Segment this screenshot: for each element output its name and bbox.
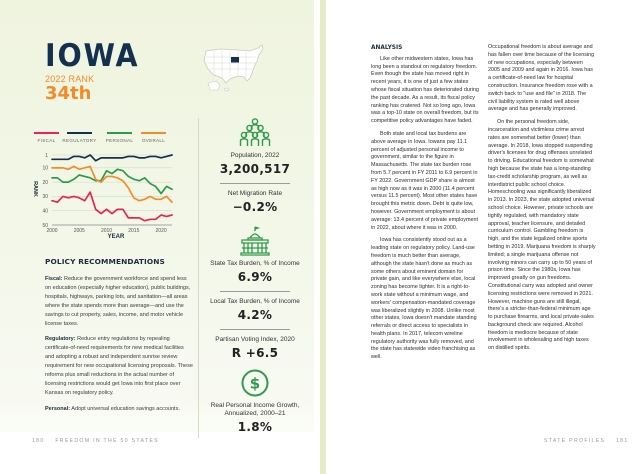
legend-label-overall: OVERALL — [141, 138, 166, 143]
y-tick-label: 30 — [42, 194, 48, 201]
stat-label: Partisan Voting Index, 2020 — [215, 336, 295, 343]
analysis-paragraph: Iowa has consistently stood out as a leading state on regulatory policy. Land-use freedom is much better than average, although the state hasn't done as much as some others about eminent domain for private gain, and like everywhere else, local zoning has become tighter. It is a right-to-work state without a minimum wage, and workers' compensation-mandated coverage was liberalized slightly in 2008. Unlike most other states, Iowa doesn't mandate standing referrals or direct access to specialists in health plans. In 2017, telecom wireline regulatory authority was fully removed, and the state has statewide video franchising as well. — [371, 237, 477, 361]
running-title: STATE PROFILES — [544, 438, 606, 444]
alaska-shape — [208, 81, 220, 90]
page-number: 180 — [32, 438, 45, 444]
stat-partisan-voting-index — [210, 336, 300, 360]
y-tick-label: 20 — [42, 179, 48, 186]
analysis-paragraph: On the personal freedom side, incarceration and victimless crime arrest rates are somewhat better (lower) than average. In 2018, Iowa stopped suspending driver's licenses for drug offenses unrelated to driving. Educational freedom is somewhat high because the state has a long-standing tax-credit scholarship program, as well as interdistrict public school choice. Homeschooling was significantly liberalized in 2013. In 2023, the state adopted universal school choice. However, private schools are tightly regulated, with mandatory state approval, teacher licensure, and detailed curriculum control. Gambling freedom is high, and the state legalized online sports betting in 2019. Marijuana freedom is sharply limited; a single marijuana offense not involving minors can carry up to 50 years of prison time. Since the 1980s, Iowa has improved greatly on gun freedoms. Constitutional carry was adopted and owner licensing restrictions were removed in 2021. However, machine guns are still illegal, there's a stricter-than-federal minimum age to purchase firearms, and local private-sales background check are required. Alcohol freedom is mediocre because of state involvement in wholesaling and high taxes on distilled spirits. — [488, 119, 596, 352]
hawaii-shape — [224, 88, 229, 91]
population-icon — [238, 118, 272, 148]
svg-text:$: $ — [249, 374, 261, 393]
stat-value: R +6.5 — [231, 346, 279, 360]
policy-fiscal — [45, 275, 193, 328]
y-tick-label: 40 — [42, 208, 48, 215]
stat-label: Real Personal Income Growth, Annualized, 2000–21 — [210, 402, 300, 417]
stats-panel — [210, 118, 300, 434]
series-line-regulatory — [52, 155, 172, 161]
stat-label: Net Migration Rate — [227, 190, 283, 197]
us-mainland — [204, 45, 263, 83]
left-footer — [32, 438, 159, 444]
analysis-paragraph: Like other midwestern states, Iowa has long been a standout on regulatory freedom. Even though the state has moved right in recent years, it is one of just a few states whose fiscal situation has deteriorated during the past decade. As a result, its fiscal policy ranking has cratered. Not so long ago, Iowa was a top-10 state on overall freedom, but its competitive policy advantages have faded. — [371, 55, 479, 125]
chart-gridlines — [52, 155, 172, 225]
rank-value: 34th — [45, 83, 92, 104]
stat-value: 1.8% — [237, 420, 273, 434]
policy-text: Adopt universal education savings accounts. — [70, 405, 180, 412]
policy-text: Reduce the government workforce and spend less on education (especially higher education), public buildings, hospitals, highways, parking lots, and sanitation—all areas where the state spends more than average—and use the savings to cut property, sales, income, and motor vehicle license taxes. — [45, 276, 191, 327]
stat-label: Population, 2022 — [230, 152, 280, 159]
iowa-highlight — [231, 57, 239, 63]
stat-divider — [220, 183, 290, 184]
stat-state-tax-burden — [210, 226, 300, 284]
stat-local-tax-burden — [210, 298, 300, 322]
analysis-column-1 — [371, 45, 479, 367]
y-tick-label: 1 — [45, 152, 48, 159]
stat-value: −0.2% — [232, 200, 278, 214]
right-footer — [544, 438, 629, 444]
rank-history-chart — [22, 118, 182, 242]
legend-label-fiscal: FISCAL — [37, 138, 56, 143]
analysis-paragraph: Occupational freedom is about average and has fallen over time because of the licensing of new occupations, especially between 2005 and 2009 and again in 2016. Iowa has a certificate-of-need law for hospital construction. Insurance freedom rose with a switch back to "use and file" in 2018. The civil liability system is rated well above average and has generally improved. — [488, 44, 595, 113]
stat-divider — [220, 291, 290, 292]
capitol-building-icon — [239, 226, 271, 256]
x-tick-label: 2020 — [155, 228, 167, 234]
stat-population — [210, 118, 300, 176]
policy-recommendations — [45, 257, 193, 421]
rank-chart-svg — [22, 118, 182, 242]
dollar-circle-icon — [240, 368, 270, 398]
y-tick-label: 10 — [42, 165, 48, 172]
policy-personal — [45, 405, 193, 414]
analysis-column-2 — [488, 44, 596, 358]
x-tick-label: 2005 — [73, 228, 85, 234]
running-title: FREEDOM IN THE 50 STATES — [55, 438, 159, 444]
policy-label: Personal: — [45, 405, 71, 412]
chart-x-ticks — [46, 228, 166, 234]
policy-label: Regulatory: — [45, 336, 76, 343]
rank-label: 2022 RANK — [45, 74, 95, 84]
series-line-personal — [52, 169, 172, 193]
policy-label: Fiscal: — [45, 276, 63, 282]
chart-y-ticks — [42, 153, 48, 229]
policy-regulatory — [45, 335, 193, 397]
us-map-icon — [200, 43, 270, 93]
state-title: IOWA — [45, 38, 140, 74]
stat-value: 3,200,517 — [219, 162, 291, 176]
stat-net-migration — [210, 190, 300, 214]
analysis-paragraph: Both state and local tax burdens are above average in Iowa. Iowans pay 11.1 percent of adjusted personal income to government, similar to the figure in Massachusetts. The state tax burden rose from 5.7 percent in FY 2011 to 6.9 percent in FY 2022. Government GDP share is almost as high now as it was in 2000 (11.4 percent versus 11.5 percent). Most other states have brought this metric down. Debt is quite low, however. Government employment is about average: 13.4 percent of private employment in 2022, about where it was in 2000. — [371, 130, 478, 231]
policy-text: Reduce entry regulations by repealing certificate-of-need requirements for new medical facilities and adopting a robust and independent sunrise review requirement for new occupational licensing proposals. These reforms plus small reductions in the actual number of licensing restrictions would get Iowa into first place over Kansas on regulatory policy. — [45, 336, 193, 396]
column-divider — [198, 118, 199, 438]
stat-label: State Tax Burden, % of Income — [210, 260, 300, 267]
y-tick-label: 50 — [42, 222, 48, 229]
legend-label-personal: PERSONAL — [105, 138, 134, 143]
stat-value: 4.2% — [237, 308, 273, 322]
stat-divider — [220, 329, 290, 330]
stat-value: 6.9% — [237, 270, 273, 284]
stat-income-growth — [210, 368, 300, 434]
policy-heading: POLICY RECOMMENDATIONS — [45, 257, 165, 266]
y-axis-label: RANK — [32, 181, 38, 197]
chart-legend — [34, 133, 166, 143]
stat-label: Local Tax Burden, % of Income — [210, 298, 300, 305]
x-tick-label: 2000 — [46, 228, 58, 234]
page-number: 181 — [616, 438, 629, 444]
x-tick-label: 2015 — [128, 228, 140, 234]
x-tick-label: 2010 — [100, 228, 113, 234]
analysis-heading: ANALYSIS — [371, 45, 403, 51]
legend-label-regulatory: REGULATORY — [62, 138, 97, 143]
x-axis-label: YEAR — [107, 234, 125, 240]
